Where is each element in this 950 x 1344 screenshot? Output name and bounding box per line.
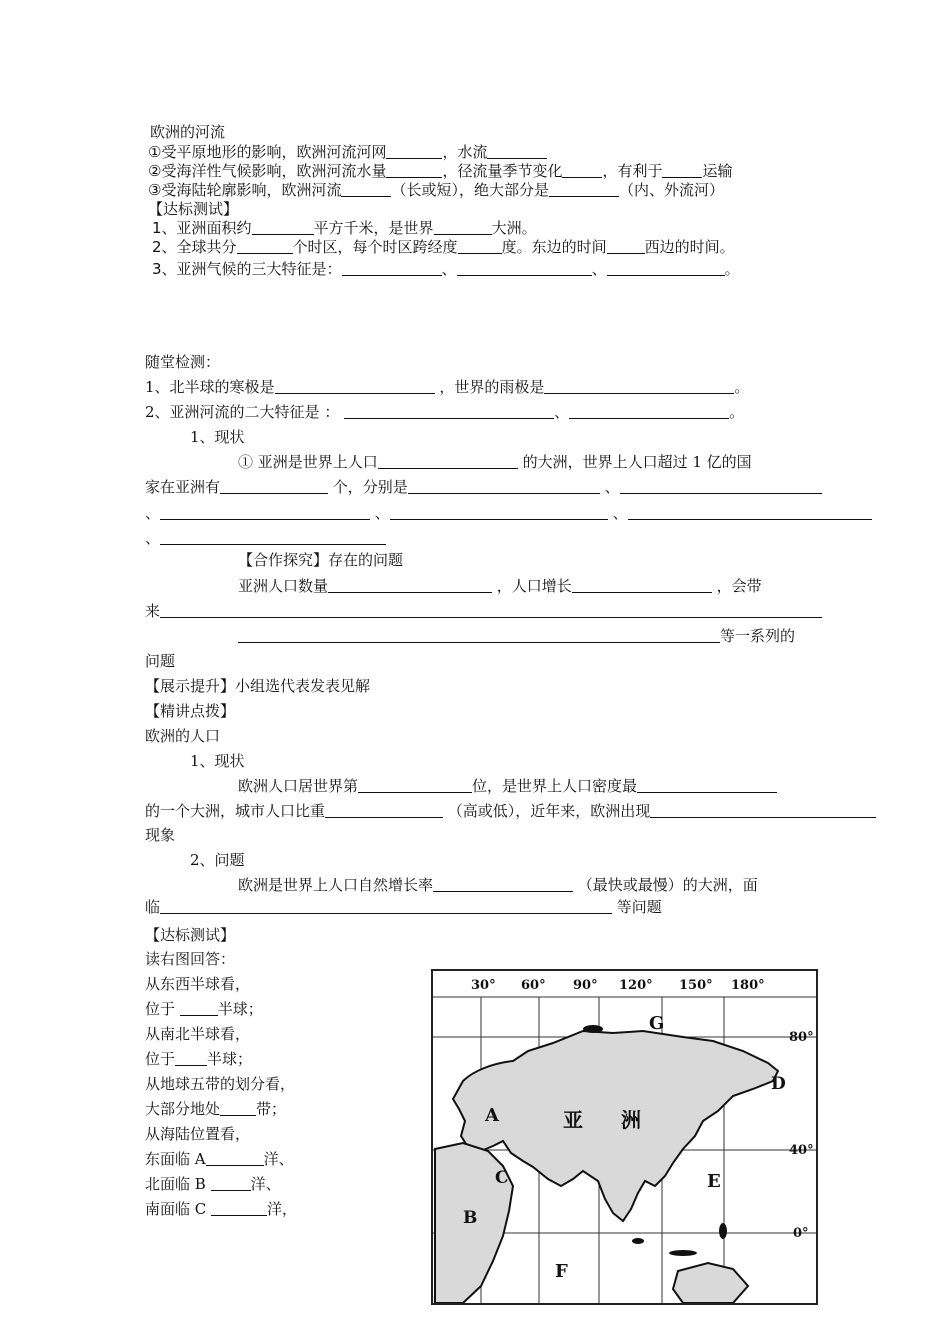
blank[interactable] (206, 1151, 264, 1166)
blank[interactable] (433, 877, 573, 892)
asia-map (431, 969, 818, 1305)
australia-landmass (673, 1263, 748, 1303)
blank[interactable] (650, 803, 876, 818)
lon-label: 30° (471, 978, 496, 993)
show-heading: 【展示提升】小组选代表发表见解 (145, 677, 371, 695)
lon-label: 120° (619, 978, 653, 993)
blank[interactable] (562, 163, 602, 178)
label-A: A (485, 1105, 499, 1126)
problem-1: 亚洲人口数量 ，人口增长 ，会带 (238, 577, 762, 595)
blank[interactable] (342, 261, 442, 276)
blank[interactable] (569, 404, 729, 419)
europe-problem-2: 临 等问题 (145, 898, 662, 916)
asia-pop-4: 、 (145, 529, 386, 547)
blank[interactable] (160, 530, 386, 545)
blank[interactable] (220, 479, 328, 494)
blank[interactable] (390, 505, 608, 520)
blank[interactable] (341, 182, 391, 197)
label-E: E (707, 1171, 721, 1192)
problem-3: 等一系列的 (238, 627, 795, 645)
map-q-6: 大部分地处 带； (145, 1100, 287, 1118)
asia-pop-3: 、 、 、 (145, 504, 872, 522)
blank[interactable] (358, 778, 472, 793)
blank[interactable] (434, 220, 492, 235)
river-line-3: ③受海陆轮廓影响，欧洲河流 （长或短），绝大部分是 （内、外流河） (148, 181, 724, 199)
coop-heading: 【合作探究】存在的问题 (238, 551, 404, 569)
map-q-0: 读右图回答： (145, 950, 236, 968)
blank[interactable] (175, 1051, 207, 1066)
europe-pop-2: 的一个大洲，城市人口比重 （高或低），近年来，欧洲出现 (145, 802, 876, 820)
blank[interactable] (328, 578, 492, 593)
label-D: D (771, 1074, 786, 1094)
europe-pop-heading: 欧洲的人口 (145, 727, 221, 745)
blank[interactable] (325, 803, 443, 818)
lon-label: 180° (731, 978, 765, 993)
blank[interactable] (458, 239, 502, 254)
map-q-7: 从海陆位置看， (145, 1125, 251, 1143)
problem-4: 问题 (145, 652, 176, 670)
map-q-2: 位于 半球； (145, 1000, 263, 1018)
europe-pop-3: 现象 (145, 826, 176, 844)
map-q-4: 位于 半球； (145, 1050, 253, 1068)
asia-pop-2: 家在亚洲有 个，分别是 、 (145, 478, 822, 496)
lon-label: 90° (573, 978, 598, 993)
lon-label: 150° (679, 978, 713, 993)
blank[interactable] (386, 144, 442, 159)
test-2: 2、全球共分 个时区，每个时区跨经度 度。东边的时间 西边的时间。 (152, 238, 735, 256)
blank[interactable] (237, 239, 293, 254)
blank[interactable] (662, 163, 702, 178)
heading-europe-rivers: 欧洲的河流 (150, 123, 226, 141)
blank[interactable] (628, 505, 872, 520)
blank[interactable] (211, 1176, 251, 1191)
europe-problem-1: 欧洲是世界上人口自然增长率 （最快或最慢）的大洲，面 (238, 876, 758, 894)
blank[interactable] (457, 261, 592, 276)
map-q-5: 从地球五带的划分看， (145, 1075, 296, 1093)
map-q-8: 东面临 A 洋、 (145, 1150, 294, 1168)
test-heading-bottom: 【达标测试】 (145, 926, 236, 944)
explain-heading: 【精讲点拨】 (145, 702, 236, 720)
blank[interactable] (275, 379, 435, 394)
asia-pop-1: ① 亚洲是世界上人口 的大洲，世界上人口超过 1 亿的国 (238, 453, 752, 471)
label-B: B (463, 1208, 478, 1228)
label-G: G (649, 1013, 665, 1034)
blank[interactable] (344, 404, 554, 419)
label-ya: 亚 (563, 1108, 583, 1132)
map-q-10: 南面临 C 洋， (145, 1200, 298, 1218)
blank[interactable] (252, 220, 314, 235)
blank[interactable] (238, 628, 720, 643)
river-line-1: ①受平原地形的影响，欧洲河流河网 ，水流 (148, 143, 547, 161)
lat-label: 40° (789, 1143, 814, 1158)
blank[interactable] (180, 1001, 218, 1016)
section-status-2: 1、现状 (190, 752, 245, 770)
blank[interactable] (160, 899, 612, 914)
map-q-1: 从东西半球看， (145, 975, 251, 993)
blank[interactable] (620, 479, 822, 494)
label-F: F (555, 1261, 568, 1282)
label-zhou: 洲 (621, 1108, 641, 1132)
blank[interactable] (487, 144, 547, 159)
lat-label: 80° (789, 1030, 814, 1045)
problem-2: 来 (145, 602, 822, 620)
blank[interactable] (211, 1201, 267, 1216)
europe-pop-1: 欧洲人口居世界第 位，是世界上人口密度最 (238, 777, 777, 795)
blank[interactable] (549, 182, 619, 197)
asia-map-svg (433, 971, 816, 1303)
test-3: 3、亚洲气候的三大特征是： 、 、 。 (152, 260, 740, 278)
blank[interactable] (378, 454, 518, 469)
blank[interactable] (386, 163, 442, 178)
quiz-2: 2、亚洲河流的二大特征是 ： 、 。 (145, 403, 745, 421)
blank[interactable] (607, 239, 645, 254)
blank[interactable] (572, 578, 712, 593)
blank[interactable] (637, 778, 777, 793)
section-problem: 2、问题 (190, 851, 245, 869)
blank[interactable] (160, 603, 822, 618)
lat-label: 0° (793, 1226, 809, 1241)
test-1: 1、亚洲面积约 平方千米，是世界 大洲。 (152, 219, 537, 237)
blank[interactable] (408, 479, 600, 494)
blank[interactable] (220, 1101, 256, 1116)
lon-label: 60° (521, 978, 546, 993)
map-q-9: 北面临 B 洋、 (145, 1175, 281, 1193)
blank[interactable] (160, 505, 370, 520)
blank[interactable] (607, 261, 725, 276)
river-line-2: ②受海洋性气候影响，欧洲河流水量 ，径流量季节变化 ，有利于 运输 (148, 162, 733, 180)
map-q-3: 从南北半球看， (145, 1025, 251, 1043)
test-heading-top: 【达标测试】 (148, 200, 239, 218)
quiz-heading: 随堂检测： (145, 353, 221, 371)
label-C: C (495, 1168, 509, 1188)
quiz-1: 1、北半球的寒极是 ，世界的雨极是 。 (145, 378, 750, 396)
blank[interactable] (544, 379, 734, 394)
section-status: 1、现状 (190, 428, 245, 446)
